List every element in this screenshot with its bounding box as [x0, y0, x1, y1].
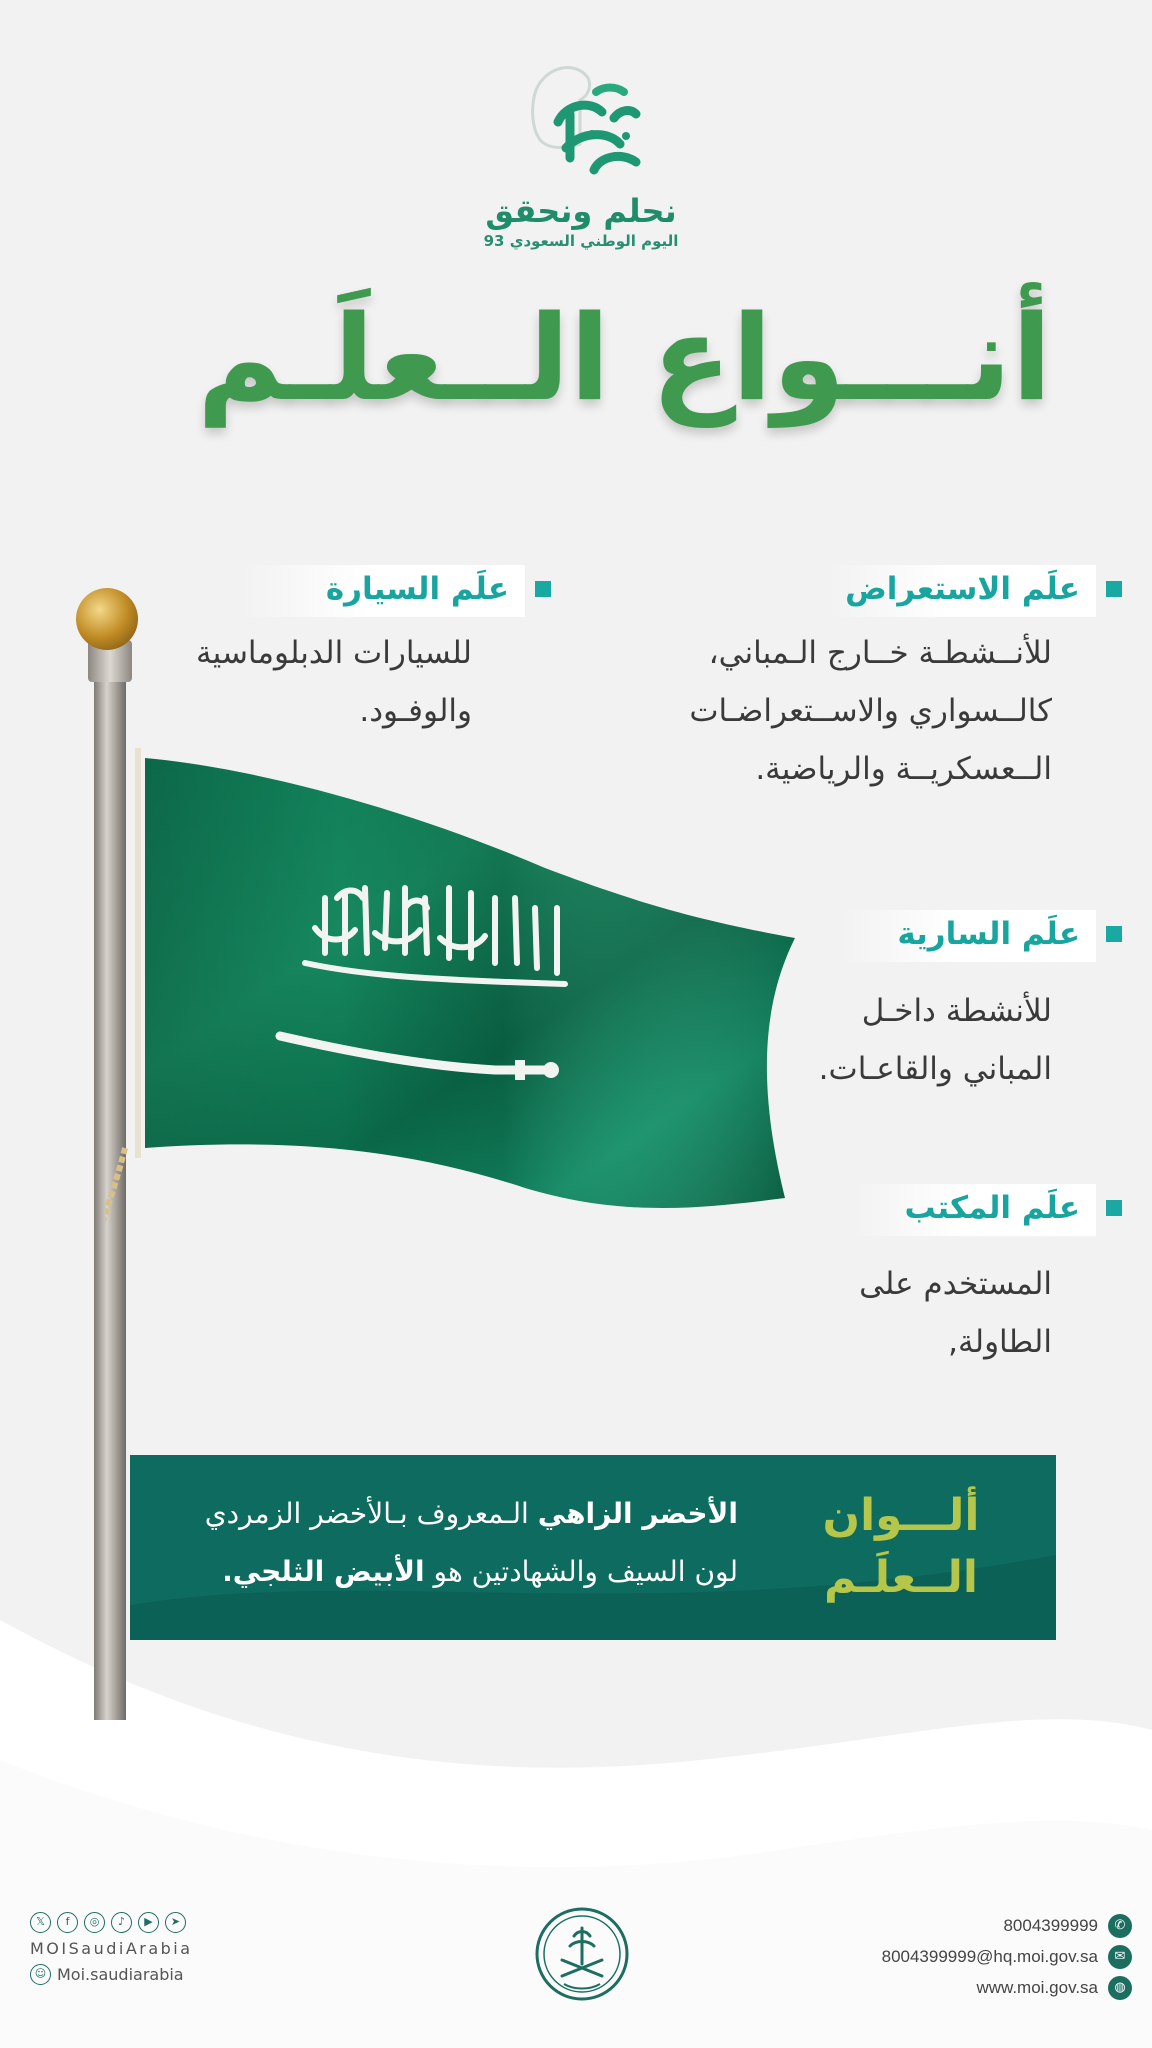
section-text-car-flag	[132, 624, 472, 740]
contact-email[interactable]	[842, 1941, 1132, 1972]
web-icon: ◍	[1108, 1976, 1132, 2000]
email-address: 8004399999@hq.moi.gov.sa	[881, 1946, 1098, 1966]
colors-title	[806, 1485, 996, 1609]
colors-line-green	[205, 1497, 738, 1530]
text-line: والوفـود.	[359, 693, 472, 729]
contact-website[interactable]	[842, 1972, 1132, 2003]
email-icon: ✉	[1108, 1945, 1132, 1969]
national-day-logo	[466, 52, 696, 262]
section-bullet-icon	[1106, 581, 1122, 597]
section-text-parade-flag	[612, 624, 1052, 798]
green-color-name: الأخضر الزاهي	[537, 1497, 738, 1530]
section-bullet-icon	[535, 581, 551, 597]
telegram-icon[interactable]: ➤	[165, 1912, 186, 1933]
text-line: الــعسكريــة والرياضية.	[755, 751, 1052, 787]
website-url: www.moi.gov.sa	[976, 1977, 1098, 1997]
section-title: علَم السارية	[897, 916, 1080, 952]
section-header-office-flag	[850, 1184, 1096, 1236]
text-line: للأنــشطـة خــارج الـمباني،	[708, 635, 1052, 671]
flag-pole-finial	[76, 588, 138, 650]
section-title: علَم الاستعراض	[845, 571, 1080, 607]
social-handle[interactable]: MOISaudiArabia	[30, 1939, 193, 1958]
section-title: علَم المكتب	[904, 1190, 1080, 1226]
snapchat-icon: ☺	[30, 1964, 51, 1985]
white-color-name: الأبيض الثلجي.	[222, 1555, 425, 1588]
text-line: للسيارات الدبلوماسية	[195, 635, 472, 671]
colors-title-line1: ألـــوان	[822, 1490, 980, 1541]
snapchat-row[interactable]	[30, 1964, 220, 1985]
section-header-parade-flag	[826, 565, 1096, 617]
national-day-logo-mark	[496, 52, 666, 192]
x-icon[interactable]: 𝕏	[30, 1912, 51, 1933]
instagram-icon[interactable]: ◎	[84, 1912, 105, 1933]
tiktok-icon[interactable]: ♪	[111, 1912, 132, 1933]
colors-title-line2: الــعلَـم	[823, 1552, 979, 1603]
section-text-mast-flag	[732, 982, 1052, 1098]
flag-colors-box	[130, 1455, 1056, 1640]
section-bullet-icon	[1106, 1200, 1122, 1216]
saudi-flag-image	[105, 748, 805, 1308]
green-color-desc: الـمعروف بـالأخضر الزمردي	[204, 1497, 538, 1530]
section-title: علَم السيارة	[325, 571, 509, 607]
youtube-icon[interactable]: ▶	[138, 1912, 159, 1933]
ministry-emblem-logo	[534, 1906, 630, 2002]
contact-info	[842, 1910, 1132, 2003]
page-title: أنـــواع الــعلَـم	[197, 289, 1052, 427]
logo-slogan: نحلم ونحقق	[485, 192, 677, 230]
logo-subtitle: اليوم الوطني السعودي 93	[483, 232, 679, 250]
facebook-icon[interactable]: f	[57, 1912, 78, 1933]
section-text-office-flag	[732, 1255, 1052, 1371]
social-icons-row	[30, 1912, 220, 1933]
text-line: الطاولة,	[948, 1324, 1052, 1360]
section-header-car-flag	[240, 565, 525, 617]
section-bullet-icon	[1106, 926, 1122, 942]
social-links	[30, 1912, 220, 1985]
phone-number: 8004399999	[1003, 1915, 1098, 1935]
phone-icon: ✆	[1108, 1914, 1132, 1938]
text-line: المباني والقاعـات.	[818, 1051, 1052, 1087]
section-header-mast-flag	[840, 910, 1096, 962]
contact-phone[interactable]	[842, 1910, 1132, 1941]
text-line: كالــسواري والاســتعراضـات	[689, 693, 1052, 729]
text-line: المستخدم على	[859, 1266, 1052, 1302]
colors-line-white	[222, 1555, 738, 1588]
text-line: للأنشطة داخـل	[861, 993, 1052, 1029]
snapchat-handle: Moi.saudiarabia	[57, 1965, 184, 1984]
white-color-desc: لون السيف والشهادتين هو	[424, 1555, 738, 1588]
